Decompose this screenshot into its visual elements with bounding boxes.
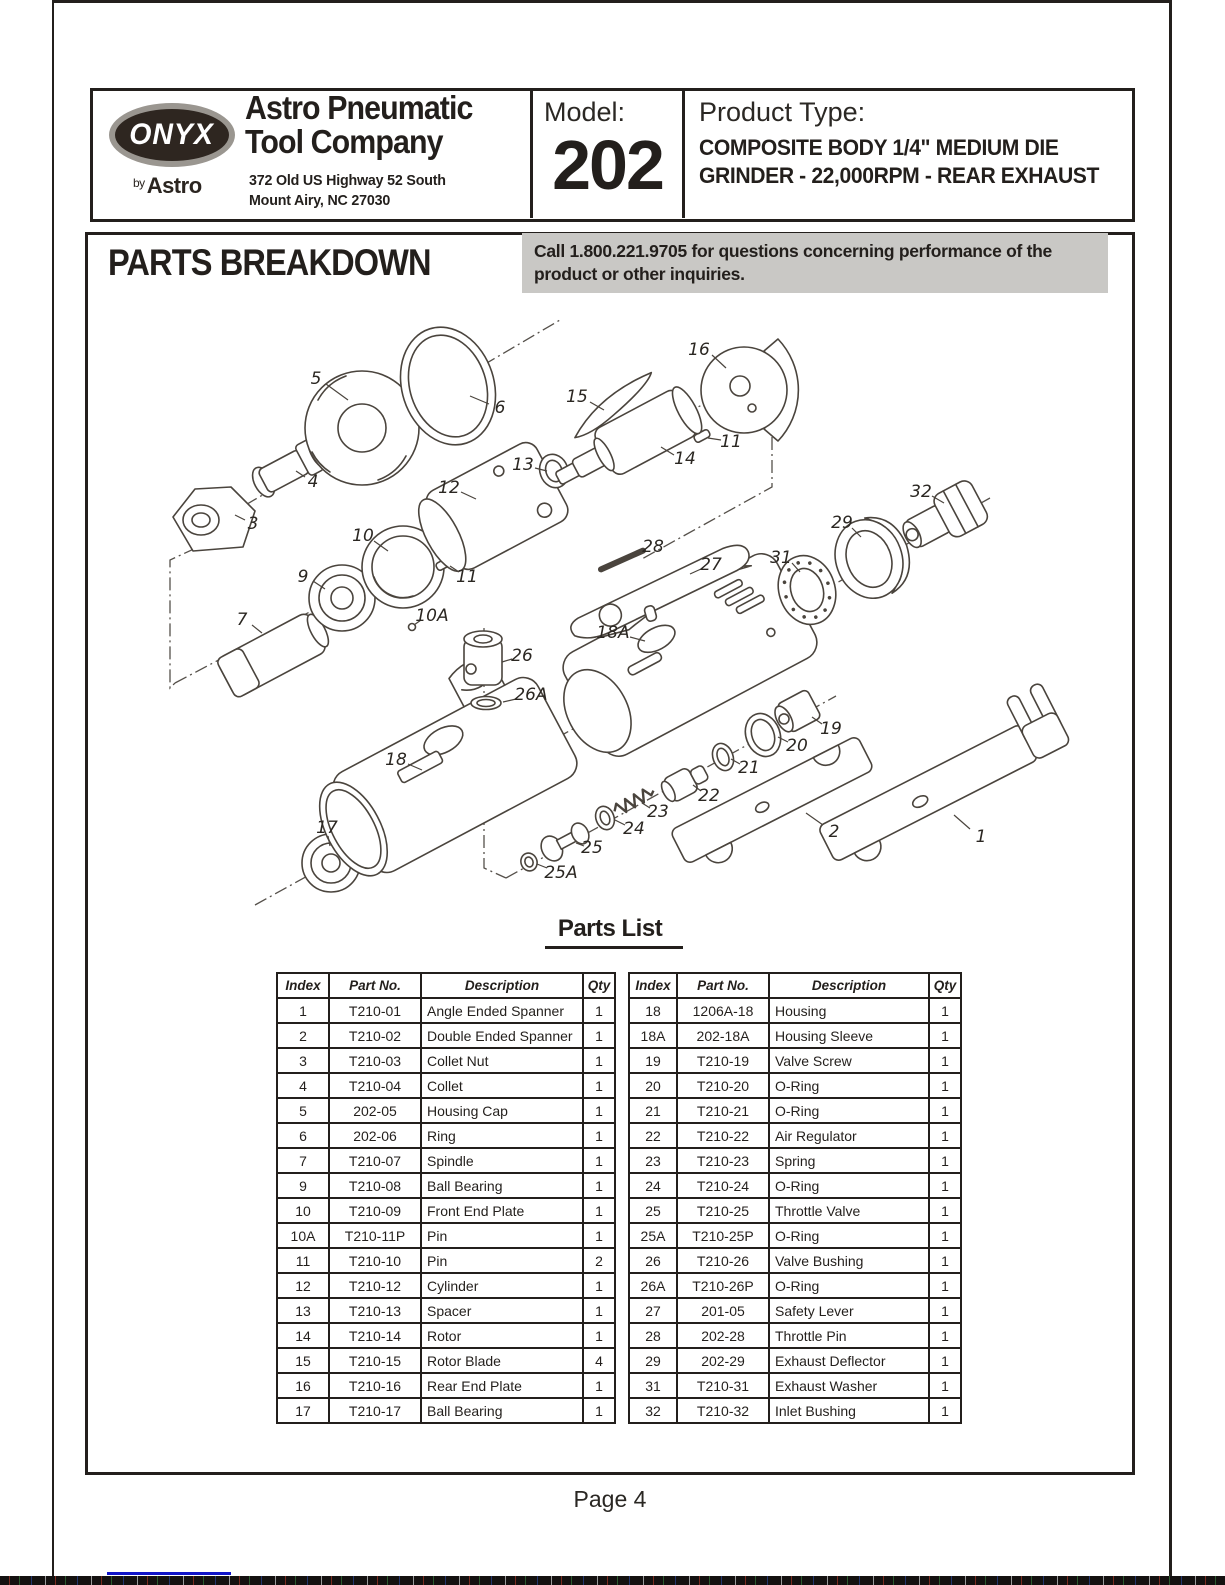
callout-label: 21 [738, 758, 760, 778]
call-note: Call 1.800.221.9705 for questions concerning performance of the product or other inquiries. [522, 233, 1108, 293]
parts-list-title: Parts List [557, 915, 663, 942]
table-cell: 1 [583, 1123, 615, 1148]
table-cell: Throttle Pin [769, 1323, 929, 1348]
table-cell: 1 [929, 998, 961, 1023]
col-header-index: Index [629, 973, 677, 998]
table-cell: T210-11P [329, 1223, 421, 1248]
table-cell: 23 [629, 1148, 677, 1173]
callout-label: 12 [438, 478, 460, 498]
table-cell: Ball Bearing [421, 1173, 583, 1198]
table-cell: 1 [929, 1248, 961, 1273]
callout-label: 3 [247, 514, 259, 534]
callout-label: 16 [688, 340, 710, 360]
part-16-rear-end-plate [701, 339, 798, 441]
table-cell: 13 [277, 1298, 329, 1323]
table-cell: T210-02 [329, 1023, 421, 1048]
table-cell: T210-14 [329, 1323, 421, 1348]
table-row [277, 1248, 615, 1273]
table-cell: 29 [629, 1348, 677, 1373]
page-number: Page 4 [573, 1486, 647, 1512]
table-cell: Pin [421, 1248, 583, 1273]
table-cell: Exhaust Washer [769, 1373, 929, 1398]
table-cell: Angle Ended Spanner [421, 998, 583, 1023]
model-label: Model: [544, 97, 626, 127]
table-cell: Rotor [421, 1323, 583, 1348]
table-cell: 1 [583, 1073, 615, 1098]
table-cell: T210-24 [677, 1173, 769, 1198]
callout-leader-line [806, 813, 823, 825]
callout-leader-line [252, 625, 262, 633]
table-cell: 1 [929, 1148, 961, 1173]
table-row [277, 1098, 615, 1123]
table-cell: T210-12 [329, 1273, 421, 1298]
table-cell: 202-28 [677, 1323, 769, 1348]
scan-blue-line [107, 1572, 231, 1575]
table-cell: 28 [629, 1323, 677, 1348]
product-type-line2: GRINDER - 22,000RPM - REAR EXHAUST [699, 163, 1100, 188]
table-cell: T210-26 [677, 1248, 769, 1273]
table-cell: 1 [583, 1173, 615, 1198]
table-cell: Housing Sleeve [769, 1023, 929, 1048]
table-row [277, 1373, 615, 1398]
table-row [629, 1298, 961, 1323]
table-row [277, 1173, 615, 1198]
table-row [277, 1023, 615, 1048]
table-row [629, 1248, 961, 1273]
col-header-index: Index [277, 973, 329, 998]
table-cell: 1 [929, 1348, 961, 1373]
table-cell: T210-08 [329, 1173, 421, 1198]
table-cell: 1 [583, 1398, 615, 1423]
model-number: 202 [552, 126, 663, 204]
table-row [629, 1273, 961, 1298]
table-row [629, 1098, 961, 1123]
table-cell: T210-19 [677, 1048, 769, 1073]
table-cell: Pin [421, 1223, 583, 1248]
header [90, 88, 1135, 222]
table-cell: 1 [929, 1323, 961, 1348]
table-cell: Front End Plate [421, 1198, 583, 1223]
table-cell: Ball Bearing [421, 1398, 583, 1423]
callout-label: 17 [316, 818, 338, 838]
table-cell: Collet [421, 1073, 583, 1098]
callout-label: 14 [674, 449, 696, 469]
table-cell: 21 [629, 1098, 677, 1123]
table-cell: Inlet Bushing [769, 1398, 929, 1423]
callout-label: 24 [623, 819, 645, 839]
part-32-inlet-bushing [895, 478, 991, 559]
table-row [629, 1148, 961, 1173]
callout-label: 15 [566, 387, 588, 407]
callout-label: 11 [456, 567, 478, 587]
table-row [629, 1398, 961, 1423]
table-row [629, 1123, 961, 1148]
table-cell: 1 [277, 998, 329, 1023]
table-cell: 1 [583, 1023, 615, 1048]
table-cell: 10A [277, 1223, 329, 1248]
callout-label: 13 [512, 455, 534, 475]
callout-label: 11 [720, 432, 742, 452]
table-cell: Throttle Valve [769, 1198, 929, 1223]
table-row [629, 1048, 961, 1073]
table-cell: 1 [583, 998, 615, 1023]
callout-label: 19 [820, 719, 842, 739]
callout-label: 29 [831, 513, 853, 533]
callout-label: 10 [352, 526, 374, 546]
table-cell: 20 [629, 1073, 677, 1098]
table-header-row [277, 973, 615, 998]
callout-label: 20 [786, 736, 808, 756]
part-21-o-ring [709, 740, 737, 773]
section-title: PARTS BREAKDOWN [108, 242, 431, 283]
table-cell: 1 [929, 1273, 961, 1298]
table-cell: 2 [277, 1023, 329, 1048]
company-name [245, 91, 472, 159]
table-row [277, 1398, 615, 1423]
table-cell: 1 [929, 1298, 961, 1323]
table-cell: 27 [629, 1298, 677, 1323]
table-row [277, 998, 615, 1023]
table-cell: 24 [629, 1173, 677, 1198]
table-cell: T210-32 [677, 1398, 769, 1423]
table-cell: T210-15 [329, 1348, 421, 1373]
part-26-valve-bushing [464, 631, 502, 685]
table-cell: 1 [583, 1098, 615, 1123]
callout-label: 5 [310, 369, 322, 389]
exploded-diagram [85, 300, 1135, 910]
table-cell: 1206A-18 [677, 998, 769, 1023]
table-cell: 1 [929, 1373, 961, 1398]
table-cell: O-Ring [769, 1173, 929, 1198]
table-cell: 9 [277, 1173, 329, 1198]
table-row [629, 998, 961, 1023]
table-cell: 1 [583, 1273, 615, 1298]
table-row [629, 1348, 961, 1373]
table-cell: T210-09 [329, 1198, 421, 1223]
table-cell: Rotor Blade [421, 1348, 583, 1373]
table-row [629, 1173, 961, 1198]
table-cell: 16 [277, 1373, 329, 1398]
callout-label: 32 [910, 482, 932, 502]
callout-label: 28 [642, 537, 664, 557]
table-cell: Housing [769, 998, 929, 1023]
scan-noise-strip [0, 1576, 1225, 1585]
callout-label: 26A [514, 685, 548, 705]
table-cell: 1 [929, 1098, 961, 1123]
callout-label: 18 [385, 750, 407, 770]
table-row [277, 1273, 615, 1298]
table-cell: 7 [277, 1148, 329, 1173]
callout-label: 4 [307, 472, 319, 492]
table-row [277, 1223, 615, 1248]
table-row [629, 1023, 961, 1048]
table-cell: 202-18A [677, 1023, 769, 1048]
callout-label: 6 [494, 398, 506, 418]
table-cell: 11 [277, 1248, 329, 1273]
table-header-row [629, 973, 961, 998]
col-header-qty: Qty [583, 973, 615, 998]
table-cell: Collet Nut [421, 1048, 583, 1073]
table-cell: 26 [629, 1248, 677, 1273]
table-row [629, 1373, 961, 1398]
table-cell: 31 [629, 1373, 677, 1398]
callout-label: 31 [770, 548, 792, 568]
col-header-partno: Part No. [329, 973, 421, 998]
table-cell: 32 [629, 1398, 677, 1423]
table-cell: T210-04 [329, 1073, 421, 1098]
table-cell: 1 [929, 1173, 961, 1198]
table-cell: Ring [421, 1123, 583, 1148]
callout-label: 23 [647, 802, 669, 822]
product-type-label: Product Type: [699, 97, 866, 127]
table-cell: T210-13 [329, 1298, 421, 1323]
table-cell: Cylinder [421, 1273, 583, 1298]
part-26a-o-ring [471, 697, 501, 710]
table-cell: T210-03 [329, 1048, 421, 1073]
table-row [277, 1298, 615, 1323]
table-cell: Air Regulator [769, 1123, 929, 1148]
page-border-right [1169, 0, 1172, 1578]
parts-table-right [628, 972, 962, 1424]
table-cell: 1 [929, 1048, 961, 1073]
callout-label: 9 [297, 567, 309, 587]
table-row [629, 1198, 961, 1223]
table-cell: 4 [277, 1073, 329, 1098]
parts-table-left [276, 972, 616, 1424]
product-type-line1: COMPOSITE BODY 1/4" MEDIUM DIE [699, 135, 1059, 160]
table-cell: T210-20 [677, 1073, 769, 1098]
table-cell: 202-29 [677, 1348, 769, 1373]
table-cell: 1 [583, 1148, 615, 1173]
table-cell: O-Ring [769, 1273, 929, 1298]
table-cell: 25A [629, 1223, 677, 1248]
col-header-qty: Qty [929, 973, 961, 998]
table-cell: O-Ring [769, 1073, 929, 1098]
table-row [277, 1198, 615, 1223]
callout-label: 25A [544, 863, 578, 883]
table-cell: O-Ring [769, 1098, 929, 1123]
table-cell: 25 [629, 1198, 677, 1223]
table-cell: Exhaust Deflector [769, 1348, 929, 1373]
table-cell: Double Ended Spanner [421, 1023, 583, 1048]
table-cell: 18A [629, 1023, 677, 1048]
table-row [277, 1348, 615, 1373]
table-cell: 18 [629, 998, 677, 1023]
logo-byline [133, 173, 202, 199]
table-row [277, 1073, 615, 1098]
table-cell: 15 [277, 1348, 329, 1373]
table-cell: 12 [277, 1273, 329, 1298]
col-header-partno: Part No. [677, 973, 769, 998]
table-cell: 1 [929, 1073, 961, 1098]
callout-label: 26 [511, 646, 533, 666]
table-cell: 22 [629, 1123, 677, 1148]
table-cell: 17 [277, 1398, 329, 1423]
table-cell: Valve Bushing [769, 1248, 929, 1273]
table-cell: Housing Cap [421, 1098, 583, 1123]
table-cell: 10 [277, 1198, 329, 1223]
table-row [277, 1148, 615, 1173]
table-cell: Spring [769, 1148, 929, 1173]
table-cell: T210-26P [677, 1273, 769, 1298]
table-cell: T210-25 [677, 1198, 769, 1223]
table-cell: 1 [583, 1048, 615, 1073]
table-row [629, 1223, 961, 1248]
table-row [277, 1048, 615, 1073]
company-address [249, 171, 446, 211]
table-cell: 1 [583, 1198, 615, 1223]
table-cell: T210-01 [329, 998, 421, 1023]
table-cell: 4 [583, 1348, 615, 1373]
table-cell: T210-22 [677, 1123, 769, 1148]
table-cell: Safety Lever [769, 1298, 929, 1323]
company-name-line2: Tool Company [245, 123, 443, 160]
table-row [629, 1323, 961, 1348]
page-border-top [52, 0, 1171, 3]
table-row [629, 1073, 961, 1098]
byline-brand: Astro [146, 173, 202, 198]
table-cell: 3 [277, 1048, 329, 1073]
table-cell: 1 [583, 1223, 615, 1248]
table-cell: 14 [277, 1323, 329, 1348]
table-cell: 1 [583, 1323, 615, 1348]
table-row [277, 1323, 615, 1348]
table-cell: 2 [583, 1248, 615, 1273]
callout-label: 25 [581, 838, 603, 858]
byline-by: by [133, 176, 145, 190]
callout-label: 7 [236, 610, 248, 630]
table-cell: 1 [929, 1398, 961, 1423]
parts-list-underline [545, 946, 683, 949]
onyx-logo [109, 103, 235, 167]
callout-leader-line [708, 438, 721, 440]
table-cell: T210-07 [329, 1148, 421, 1173]
table-cell: 1 [929, 1023, 961, 1048]
table-cell: T210-23 [677, 1148, 769, 1173]
callout-label: 27 [700, 555, 722, 575]
callout-leader-line [954, 815, 970, 829]
table-cell: T210-25P [677, 1223, 769, 1248]
table-cell: 6 [277, 1123, 329, 1148]
table-cell: O-Ring [769, 1223, 929, 1248]
table-cell: 201-05 [677, 1298, 769, 1323]
table-cell: 1 [929, 1198, 961, 1223]
col-header-description: Description [769, 973, 929, 998]
table-cell: Rear End Plate [421, 1373, 583, 1398]
table-cell: T210-31 [677, 1373, 769, 1398]
table-cell: Spindle [421, 1148, 583, 1173]
callout-label: 22 [698, 786, 720, 806]
table-cell: 26A [629, 1273, 677, 1298]
callout-label: 10A [415, 606, 449, 626]
table-cell: 19 [629, 1048, 677, 1073]
page-border-left [52, 0, 54, 1578]
table-cell: T210-21 [677, 1098, 769, 1123]
callout-label: 2 [828, 822, 840, 842]
table-cell: Spacer [421, 1298, 583, 1323]
company-name-line1: Astro Pneumatic [245, 89, 473, 126]
table-cell: 1 [583, 1373, 615, 1398]
onyx-logo-text: ONYX [129, 118, 215, 151]
table-cell: 5 [277, 1098, 329, 1123]
callout-label: 1 [975, 827, 987, 847]
table-cell: 1 [929, 1223, 961, 1248]
table-cell: Valve Screw [769, 1048, 929, 1073]
address-line1: 372 Old US Highway 52 South [249, 172, 446, 189]
callout-label: 18A [596, 623, 630, 643]
address-line2: Mount Airy, NC 27030 [249, 192, 391, 209]
table-cell: 1 [583, 1298, 615, 1323]
part-28-throttle-pin [597, 547, 647, 574]
table-cell: 202-05 [329, 1098, 421, 1123]
table-cell: 1 [929, 1123, 961, 1148]
part-7-spindle [216, 608, 335, 699]
table-cell: T210-17 [329, 1398, 421, 1423]
table-cell: 202-06 [329, 1123, 421, 1148]
col-header-description: Description [421, 973, 583, 998]
table-cell: T210-10 [329, 1248, 421, 1273]
table-row [277, 1123, 615, 1148]
table-cell: T210-16 [329, 1373, 421, 1398]
